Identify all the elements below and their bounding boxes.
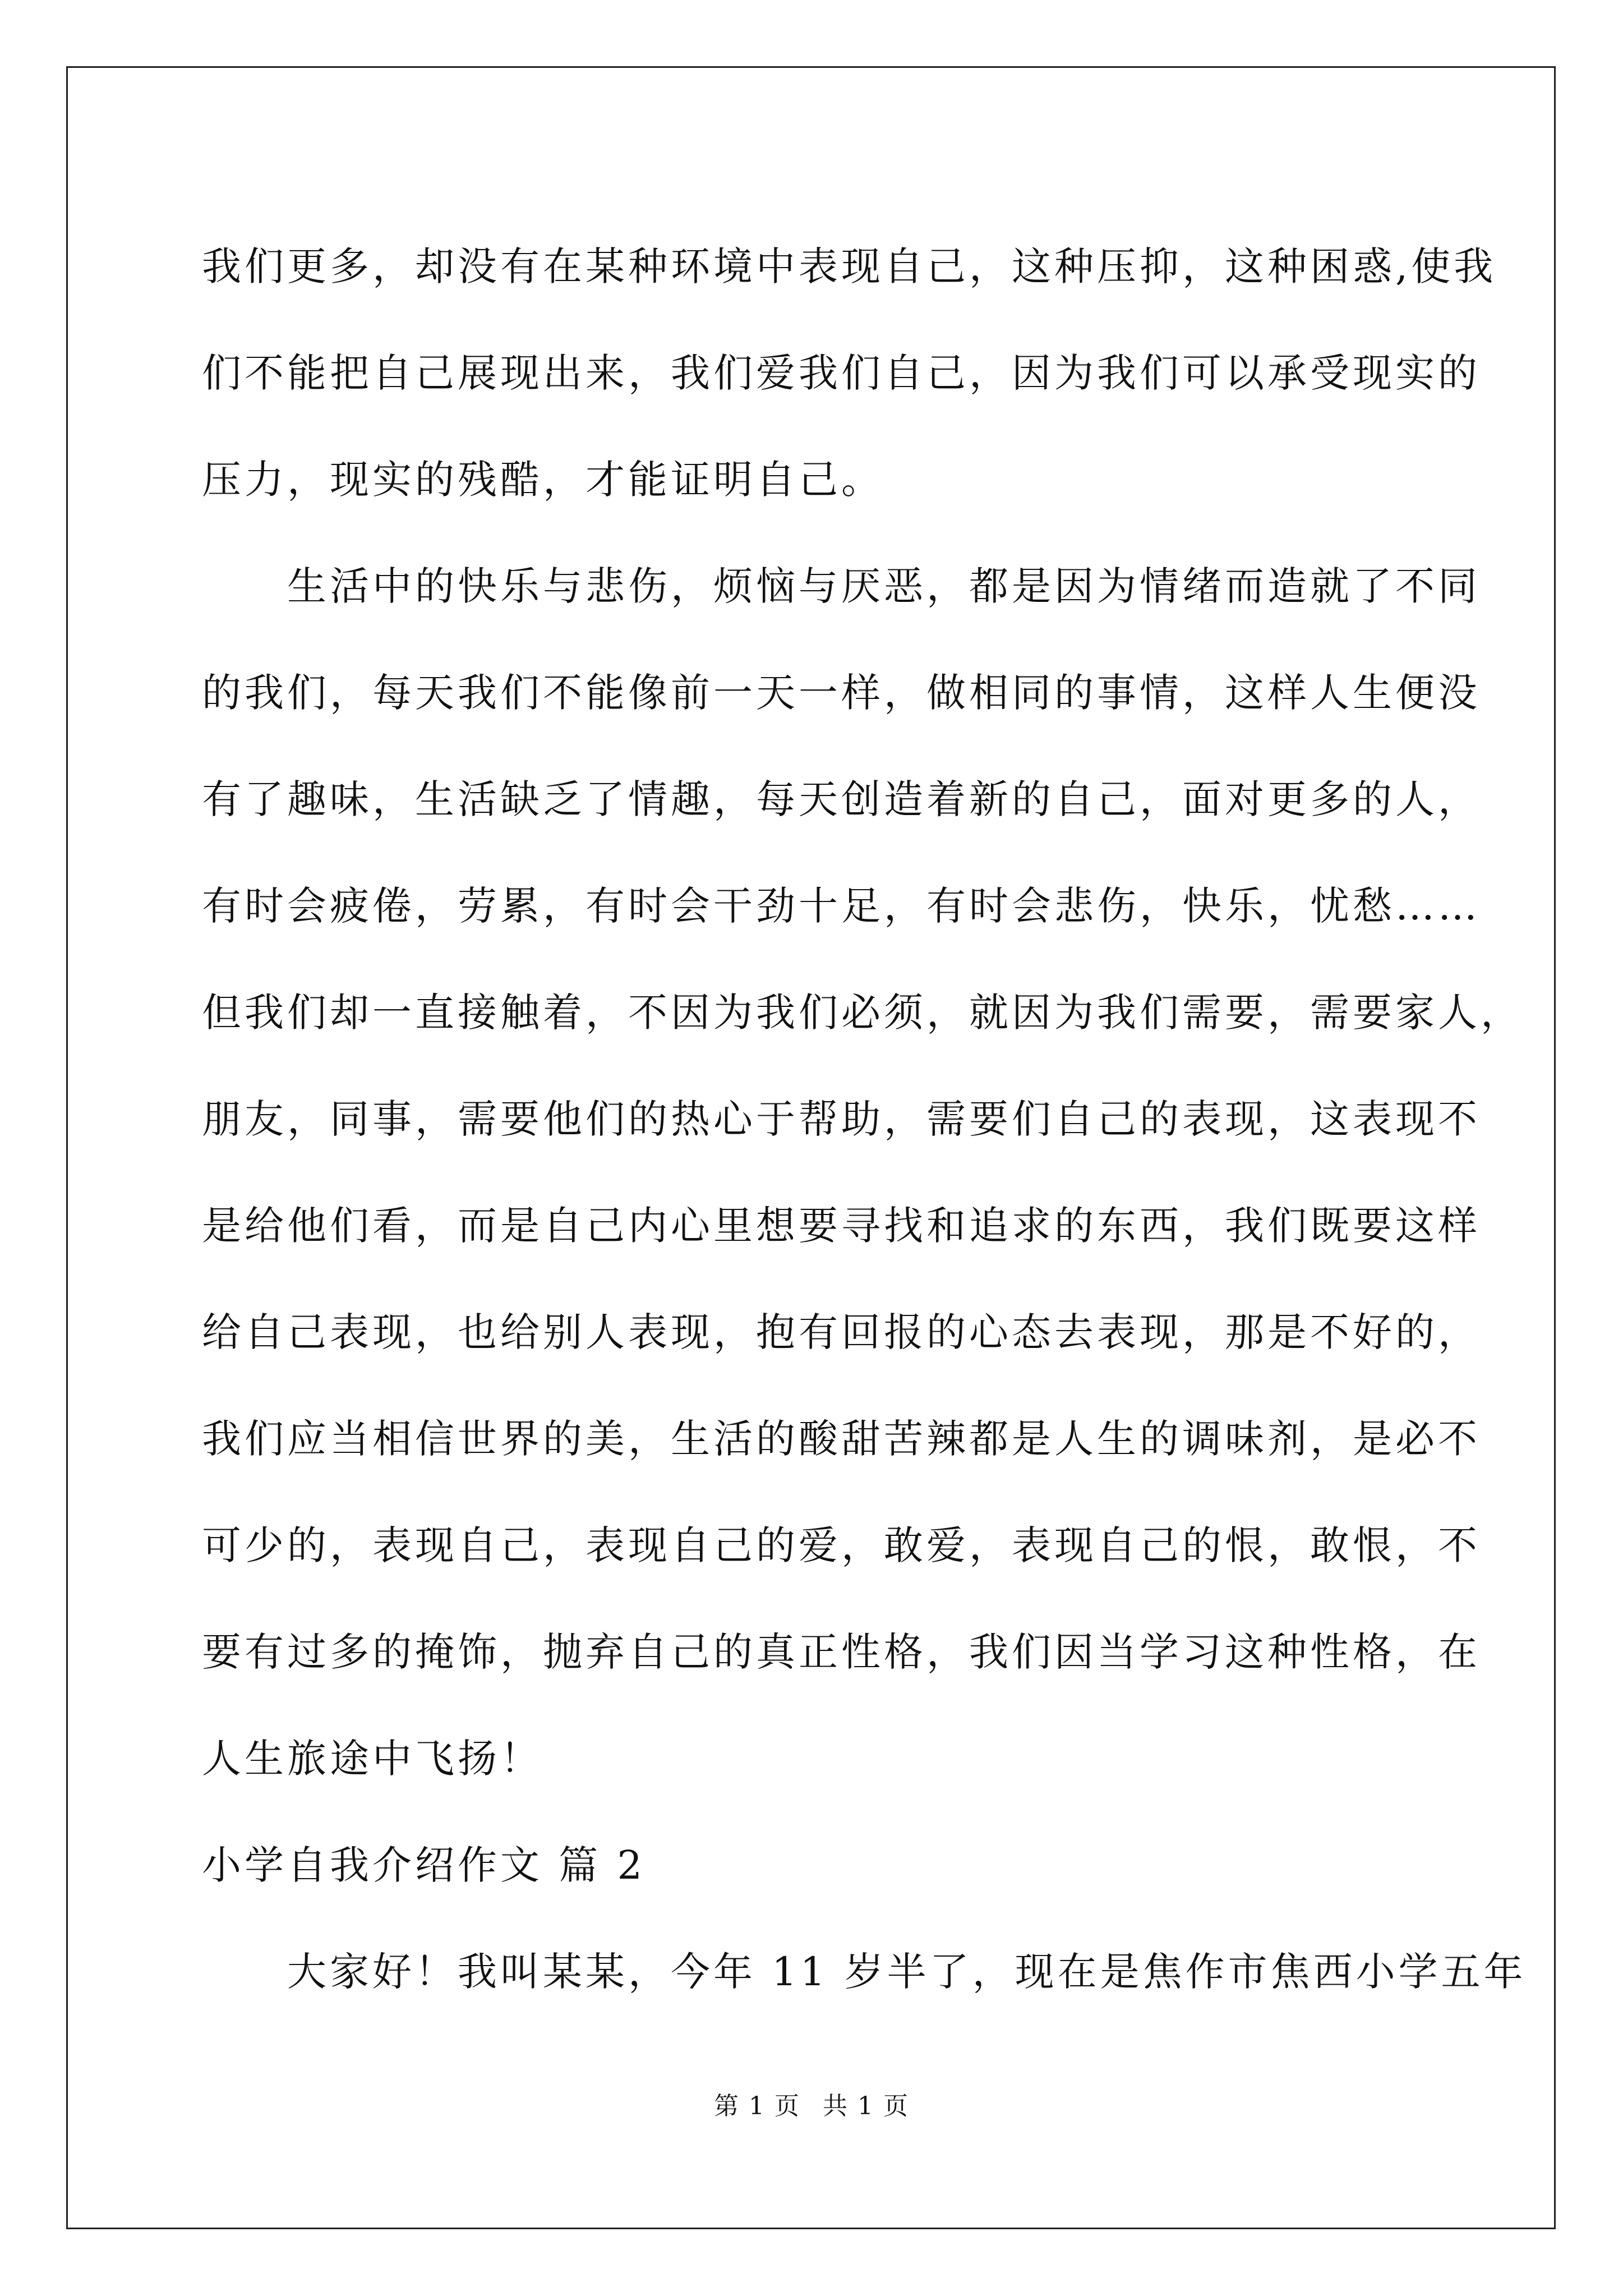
page-number: 第 1 页 (714, 2092, 800, 2120)
text-line: 是给他们看，而是自己内心里想要寻找和追求的东西，我们既要这样 (202, 1203, 1481, 1249)
text-line: 大家好！我叫某某，今年 11 岁半了，现在是焦作市焦西小学五年 (202, 1949, 1527, 1995)
text-line: 我们应当相信世界的美，生活的酸甜苦辣都是人生的调味剂，是必不 (202, 1416, 1481, 1462)
text-line: 要有过多的掩饰，抛弃自己的真正性格，我们因当学习这种性格，在 (202, 1629, 1481, 1675)
document-body (202, 213, 1527, 2025)
text-line: 但我们却一直接触着，不因为我们必须，就因为我们需要，需要家人， (202, 990, 1523, 1036)
text-line: 的我们，每天我们不能像前一天一样，做相同的事情，这样人生便没 (202, 670, 1481, 716)
text-line: 有了趣味，生活缺乏了情趣，每天创造着新的自己，面对更多的人， (202, 776, 1481, 822)
text-line: 们不能把自己展现出来，我们爱我们自己，因为我们可以承受现实的 (202, 350, 1481, 396)
text-line: 有时会疲倦，劳累，有时会干劲十足，有时会悲伤，快乐，忧愁…… (202, 883, 1481, 929)
text-line: 人生旅途中飞扬！ (202, 1736, 543, 1782)
text-line: 可少的，表现自己，表现自己的爱，敢爱，表现自己的恨，敢恨，不 (202, 1522, 1481, 1568)
text-line: 给自己表现，也给别人表现，抱有回报的心态去表现，那是不好的， (202, 1309, 1481, 1355)
text-line: 朋友，同事，需要他们的热心于帮助，需要们自己的表现，这表现不 (202, 1096, 1481, 1142)
text-line: 生活中的快乐与悲伤，烦恼与厌恶，都是因为情绪而造就了不同 (202, 563, 1481, 609)
page-footer (0, 2086, 1623, 2122)
text-line: 我们更多，却没有在某种环境中表现自己，这种压抑，这种困惑,使我 (202, 243, 1497, 289)
page-total: 共 1 页 (823, 2092, 909, 2120)
section-heading: 小学自我介绍作文 篇 2 (202, 1842, 646, 1888)
text-line: 压力，现实的残酷，才能证明自己。 (202, 457, 884, 503)
